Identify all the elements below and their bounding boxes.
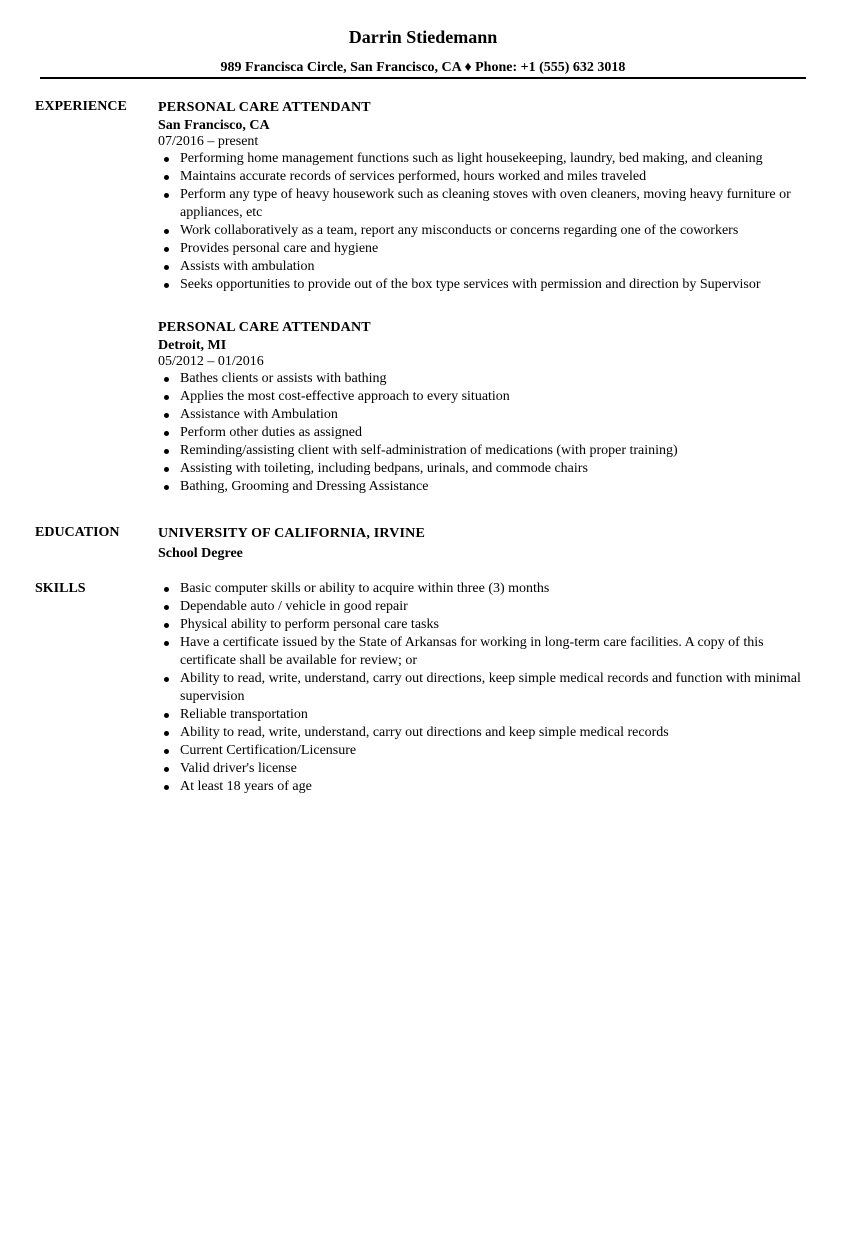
bullet-icon [164, 713, 169, 718]
list-item-text: Performing home management functions such as light housekeeping, laundry, bed making, and cleaning [180, 151, 763, 166]
list-item [158, 478, 808, 496]
skills-heading: SKILLS [35, 581, 86, 596]
list-item-text: Maintains accurate records of services performed, hours worked and miles traveled [180, 169, 647, 184]
degree: School Degree [158, 546, 243, 561]
bullet-icon [164, 641, 169, 646]
job-entry [158, 98, 808, 294]
bullet-icon [164, 431, 169, 436]
list-item-text: Have a certificate issued by the State of Arkansas for working in long-term care facilities. A copy of this certificate shall be available for review; or [180, 635, 764, 668]
list-item-text: Dependable auto / vehicle in good repair [180, 599, 408, 614]
experience-heading: EXPERIENCE [35, 99, 127, 114]
list-item [158, 616, 808, 634]
list-item-text: Work collaboratively as a team, report any misconducts or concerns regarding one of the coworkers [180, 223, 739, 238]
list-item-text: Ability to read, write, understand, carry out directions, keep simple medical records and function with minimal supervision [180, 671, 801, 704]
education-body [158, 524, 808, 564]
list-item [158, 424, 808, 442]
job-duties [158, 370, 808, 496]
list-item-text: Assistance with Ambulation [180, 407, 338, 422]
bullet-icon [164, 157, 169, 162]
bullet-icon [164, 175, 169, 180]
skills-list [158, 580, 808, 796]
list-item-text: Ability to read, write, understand, carry out directions and keep simple medical records [180, 725, 669, 740]
bullet-icon [164, 283, 169, 288]
list-item [158, 186, 808, 222]
list-item-text: Seeks opportunities to provide out of the box type services with permission and direction by Supervisor [180, 277, 761, 292]
bullet-icon [164, 265, 169, 270]
school-name: UNIVERSITY OF CALIFORNIA, IRVINE [158, 526, 426, 541]
skills-body [158, 580, 808, 796]
list-item [158, 406, 808, 424]
bullet-icon [164, 485, 169, 490]
list-item [158, 240, 808, 258]
bullet-icon [164, 377, 169, 382]
list-item [158, 442, 808, 460]
list-item-text: Bathes clients or assists with bathing [180, 371, 387, 386]
list-item-text: Assisting with toileting, including bedpans, urinals, and commode chairs [180, 461, 588, 476]
list-item-text: Provides personal care and hygiene [180, 241, 379, 256]
job-duties [158, 150, 808, 294]
job-location: Detroit, MI [158, 338, 227, 353]
bullet-icon [164, 395, 169, 400]
bullet-icon [164, 467, 169, 472]
list-item [158, 634, 808, 670]
list-item-text: Physical ability to perform personal care tasks [180, 617, 439, 632]
list-item [158, 168, 808, 186]
bullet-icon [164, 229, 169, 234]
header-divider [40, 77, 806, 79]
bullet-icon [164, 731, 169, 736]
job-entry [158, 318, 808, 496]
list-item [158, 706, 808, 724]
list-item [158, 150, 808, 168]
list-item [158, 724, 808, 742]
list-item-text: At least 18 years of age [180, 779, 312, 794]
bullet-icon [164, 449, 169, 454]
list-item [158, 778, 808, 796]
experience-body [158, 98, 808, 520]
bullet-icon [164, 193, 169, 198]
list-item [158, 388, 808, 406]
bullet-icon [164, 749, 169, 754]
list-item-text: Reminding/assisting client with self-administration of medications (with proper training) [180, 443, 678, 458]
job-dates: 07/2016 – present [158, 134, 259, 149]
job-title: PERSONAL CARE ATTENDANT [158, 320, 371, 335]
education-heading: EDUCATION [35, 525, 120, 540]
list-item-text: Perform any type of heavy housework such as cleaning stoves with oven cleaners, moving heavy furniture or appliances, etc [180, 187, 791, 220]
list-item [158, 370, 808, 388]
bullet-icon [164, 413, 169, 418]
bullet-icon [164, 605, 169, 610]
list-item-text: Perform other duties as assigned [180, 425, 362, 440]
list-item-text: Applies the most cost-effective approach to every situation [180, 389, 510, 404]
bullet-icon [164, 767, 169, 772]
list-item [158, 670, 808, 706]
list-item [158, 598, 808, 616]
resume-name: Darrin Stiedemann [348, 27, 498, 47]
list-item [158, 760, 808, 778]
list-item-text: Bathing, Grooming and Dressing Assistance [180, 479, 429, 494]
list-item-text: Current Certification/Licensure [180, 743, 357, 758]
job-location: San Francisco, CA [158, 118, 270, 133]
list-item-text: Reliable transportation [180, 707, 308, 722]
list-item-text: Valid driver's license [180, 761, 297, 776]
list-item [158, 258, 808, 276]
bullet-icon [164, 623, 169, 628]
bullet-icon [164, 587, 169, 592]
list-item [158, 460, 808, 478]
contact-line: 989 Francisca Circle, San Francisco, CA ♦ Phone: +1 (555) 632 3018 [220, 60, 626, 75]
bullet-icon [164, 677, 169, 682]
bullet-icon [164, 247, 169, 252]
list-item [158, 222, 808, 240]
job-title: PERSONAL CARE ATTENDANT [158, 100, 371, 115]
list-item-text: Assists with ambulation [180, 259, 315, 274]
bullet-icon [164, 785, 169, 790]
job-dates: 05/2012 – 01/2016 [158, 354, 264, 369]
list-item [158, 742, 808, 760]
list-item [158, 276, 808, 294]
list-item-text: Basic computer skills or ability to acquire within three (3) months [180, 581, 550, 596]
list-item [158, 580, 808, 598]
